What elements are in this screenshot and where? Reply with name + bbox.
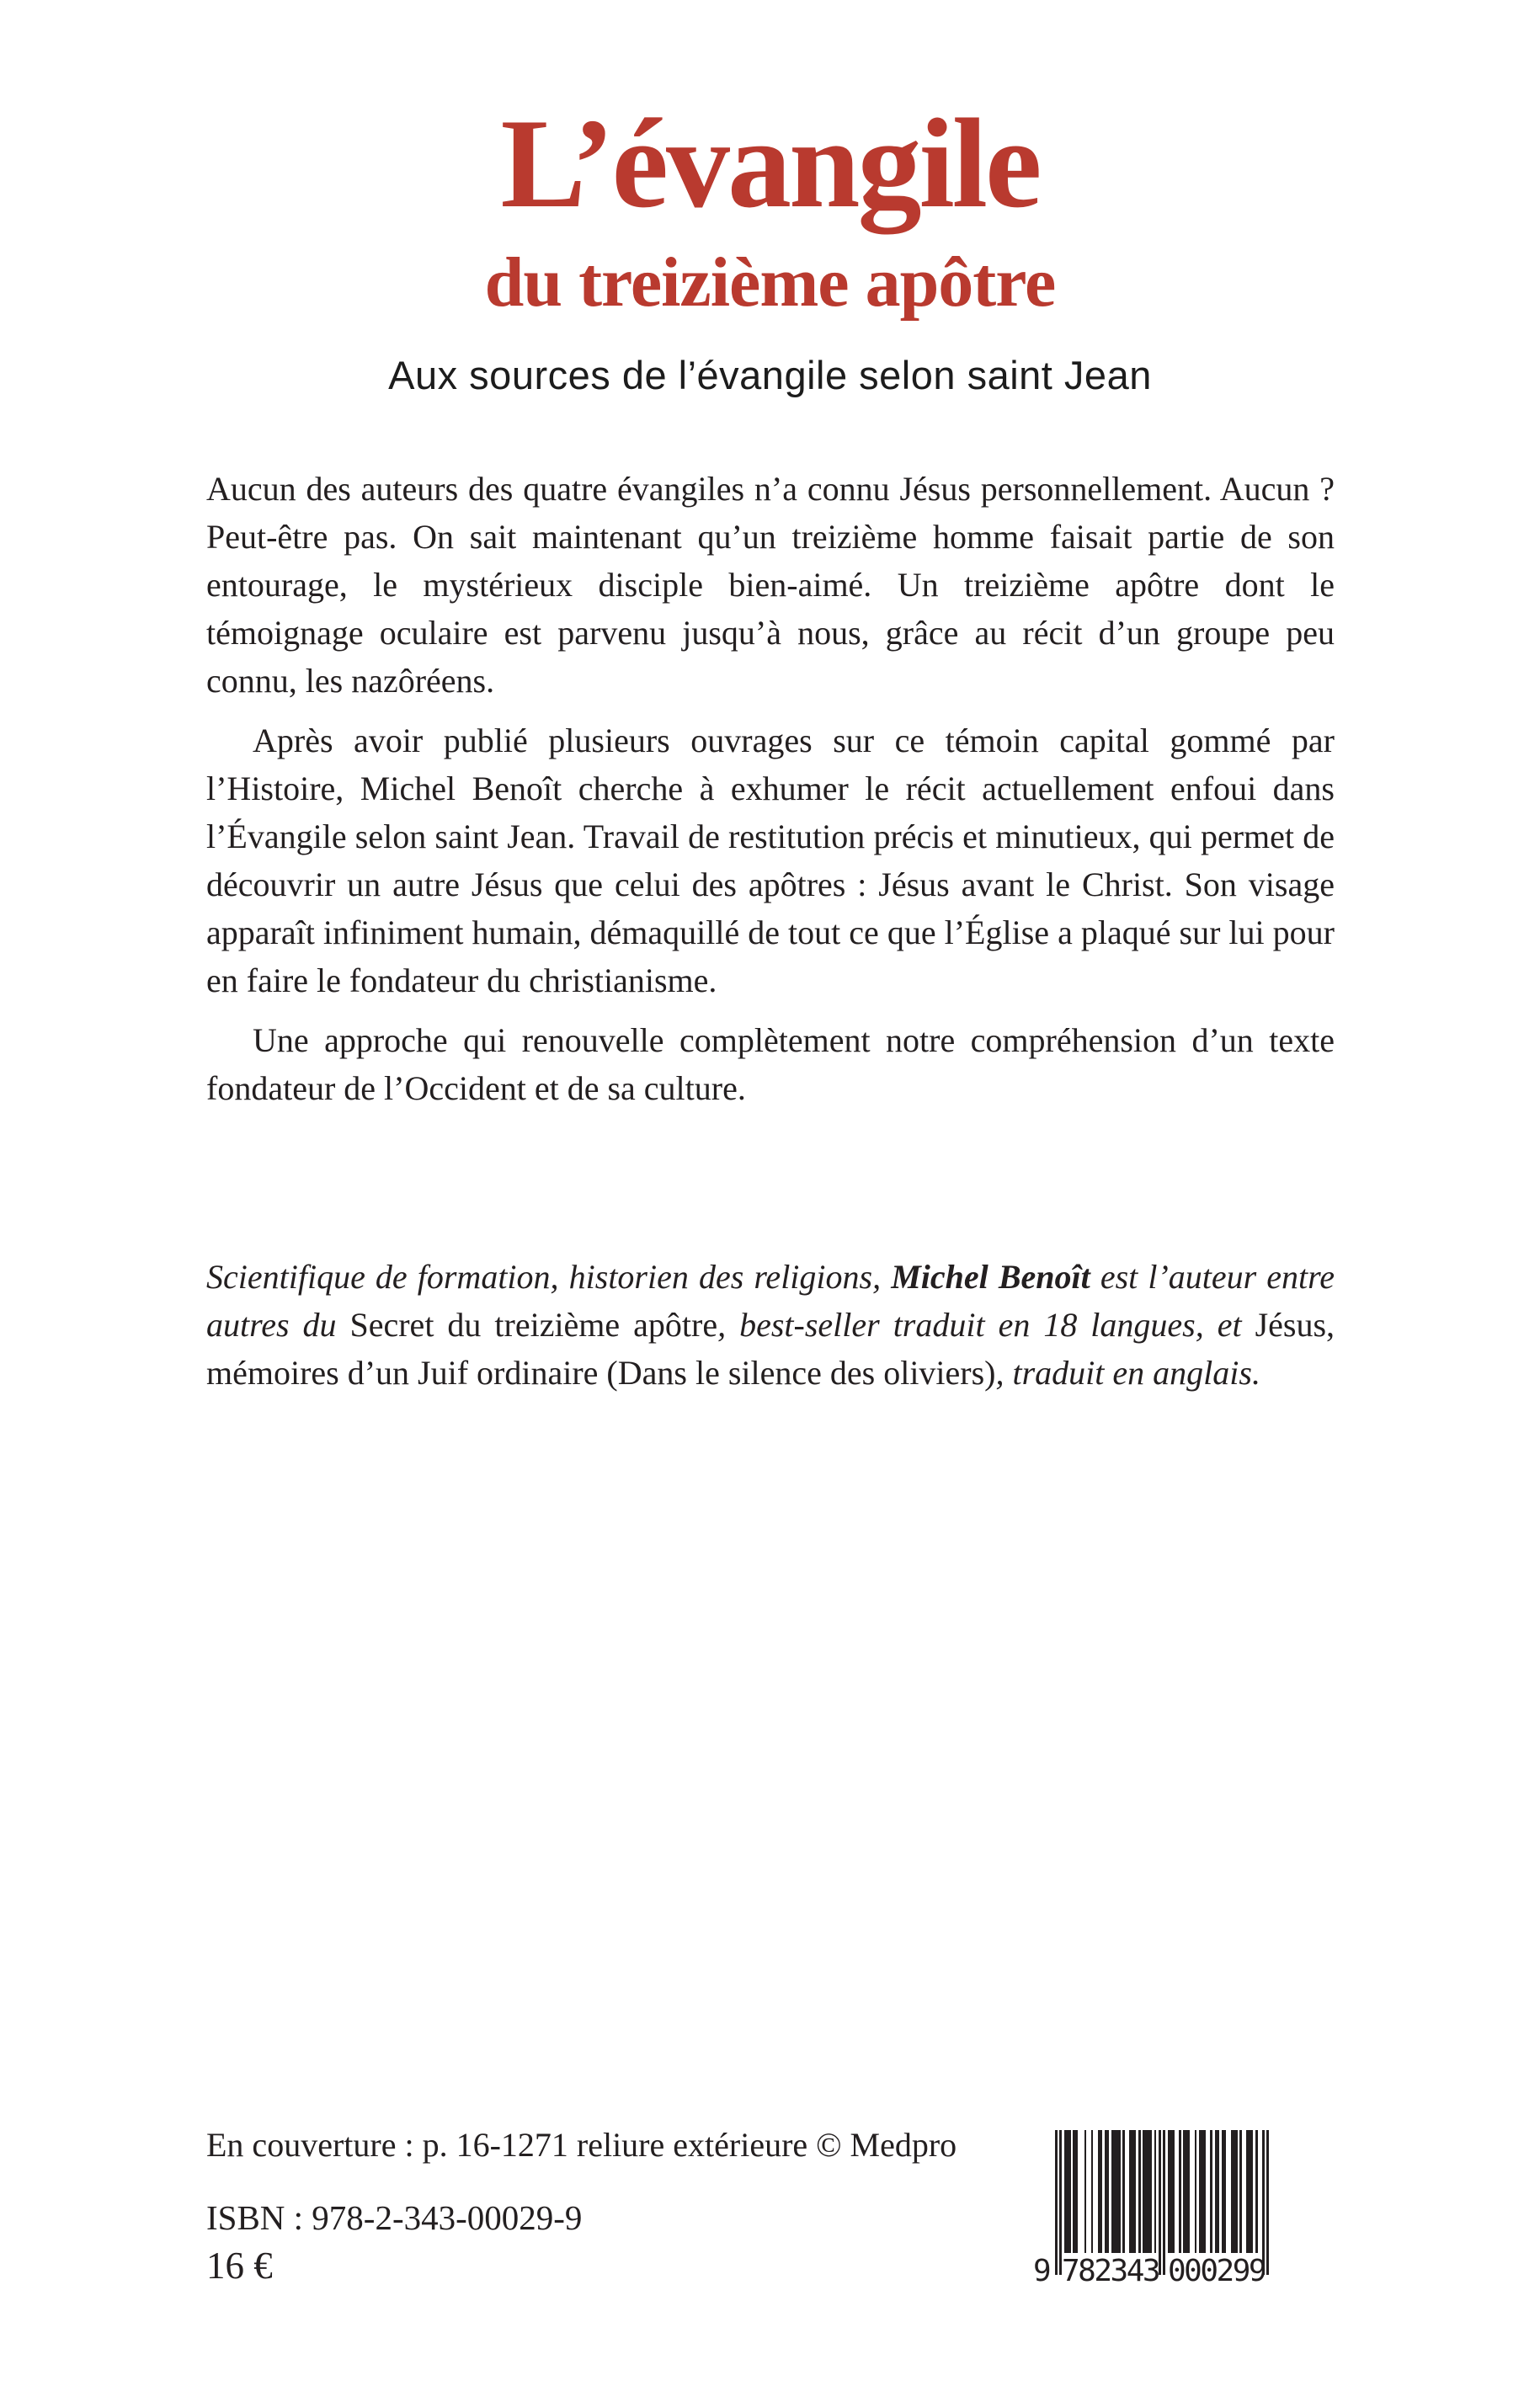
barcode-bar: [1231, 2130, 1238, 2253]
barcode-bar: [1105, 2130, 1109, 2253]
barcode-bar: [1255, 2130, 1258, 2253]
synopsis-paragraph-1: Aucun des auteurs des quatre évangiles n’a connu Jésus personnellement. Aucun ? Peut-être pas. On sait maintenant qu’un treizième homme faisait partie de son entourage, le mystérieux disciple bien-aimé. Un treizième apôtre dont le témoignage oculaire est parvenu jusqu’à nous, grâce au récit d’un groupe peu connu, les nazôréens.: [206, 470, 1335, 700]
barcode-bar: [1091, 2130, 1094, 2253]
barcode-bar: [1143, 2130, 1152, 2253]
author-bio-segment: Michel Benoît: [891, 1258, 1090, 1296]
barcode-bar: [1179, 2130, 1181, 2253]
barcode-bar: [1055, 2130, 1058, 2275]
barcode-bar: [1246, 2130, 1253, 2253]
price: 16 €: [206, 2245, 273, 2287]
author-bio-segment: , best-seller traduit en 18 langues, et: [717, 1306, 1255, 1344]
synopsis-paragraph-2: Après avoir publié plusieurs ouvrages sur ce témoin capital gommé par l’Histoire, Michel Benoît cherche à exhumer le récit actuellement enfoui dans l’Évangile selon saint Jean. Travail de restitution précis et minutieux, qui permet de découvrir un autre Jésus que celui des apôtres : Jésus avant le Christ. Son visage apparaît infiniment humain, démaquillé de tout ce que l’Église a plaqué sur lui pour en faire le fondateur du christianisme.: [206, 722, 1335, 999]
barcode-bar: [1154, 2130, 1157, 2253]
barcode-bar: [1138, 2130, 1141, 2253]
barcode-bar: [1210, 2130, 1212, 2253]
barcode-bar: [1266, 2130, 1269, 2275]
synopsis-paragraph-3: Une approche qui renouvelle complètement notre compréhension d’un texte fondateur de l’Occident et de sa culture.: [206, 1021, 1335, 1107]
barcode-bar: [1073, 2130, 1077, 2253]
barcode-digits-left: 782343: [1062, 2254, 1159, 2288]
author-bio-segment: Scientifique de formation, historien des religions,: [206, 1258, 892, 1296]
book-tagline: Aux sources de l’évangile selon saint Jean: [388, 353, 1152, 397]
author-bio: [206, 1253, 1335, 1397]
author-bio-segment: , traduit en anglais.: [995, 1354, 1260, 1392]
barcode-bar: [1084, 2130, 1087, 2253]
barcode-bar: [1129, 2130, 1136, 2253]
barcode-bar: [1159, 2130, 1161, 2275]
book-subtitle: du treizième apôtre: [484, 243, 1056, 322]
barcode-bar: [1098, 2130, 1102, 2253]
barcode-bar: [1183, 2130, 1190, 2253]
barcode-digit-lead: 9: [1033, 2254, 1050, 2288]
author-bio-segment: Jésus, mémoires d’un Juif ordinaire (Dans le silence des oliviers): [206, 1306, 1335, 1392]
barcode-digits: [1033, 2254, 1269, 2288]
barcode-digits-right: 000299: [1168, 2254, 1266, 2288]
cover-credit: En couverture : p. 16-1271 reliure extérieure © Medpro: [206, 2126, 957, 2164]
author-bio-segment: est l’auteur entre autres du: [206, 1258, 1335, 1344]
barcode-bar: [1222, 2130, 1226, 2253]
barcode-bar: [1195, 2130, 1197, 2253]
barcode-bar: [1064, 2130, 1071, 2253]
author-bio-segment: Secret du treizième apôtre: [349, 1306, 718, 1344]
barcode-bar: [1239, 2130, 1242, 2253]
barcode-bar: [1111, 2130, 1121, 2253]
barcode-bar: [1163, 2130, 1165, 2275]
barcode-bar: [1215, 2130, 1219, 2253]
ean13-barcode: [1033, 2130, 1269, 2288]
book-title: L’évangile: [500, 93, 1040, 234]
barcode-bar: [1122, 2130, 1125, 2253]
barcode-bar: [1199, 2130, 1206, 2253]
isbn: ISBN : 978-2-343-00029-9: [206, 2198, 583, 2237]
synopsis: [206, 465, 1335, 1112]
barcode-bar: [1168, 2130, 1175, 2253]
